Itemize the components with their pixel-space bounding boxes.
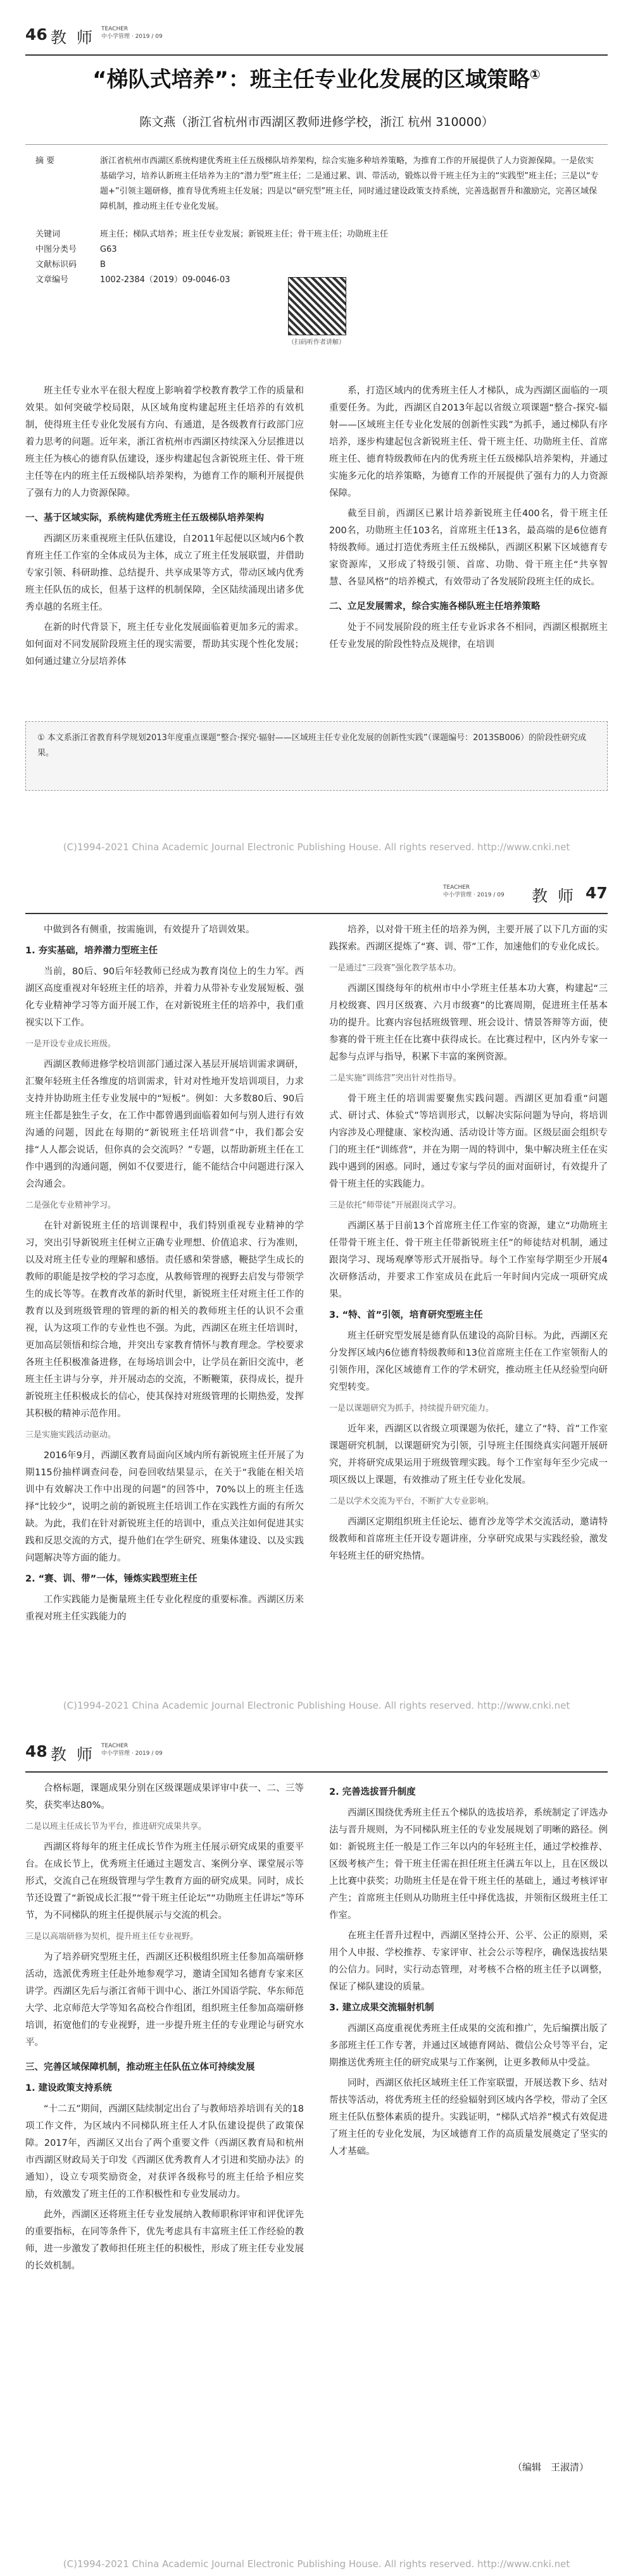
body-paragraph: 班主任专业水平在很大程度上影响着学校教育教学工作的质量和效果。如何突破学校局限，从区域角度构建起班主任培养的有效机制，使得班主任专业化发展有方向、有通道，是各级教育行政部门应着力思考的问题。近年来，浙江省杭州市西湖区持续深入分层推进以班主任为核心的德育队伍建设，逐步构建起包含新锐班主任、骨干班主任等在内的班主任五级梯队培养架构，为德育工作的顺利开展提供了强有力的人力资源保障。 [25, 386, 304, 498]
body-paragraph: 骨干班主任的培训需要聚焦实践问题。西湖区更加看重“问题式、研讨式、体验式”等培训形式，以解决实际问题为导向，将培训内容涉及心理健康、家校沟通、活动设计等方面。区级层面会组织专门的班主任“训练营”，并在为期一周的特训中，集中解决班主任在实践中遇到的困惑。同时，通过专家与学员的面对面研讨，有效提升了骨干班主任的实践能力。 [329, 1094, 608, 1189]
body-paragraph: 2016年9月，西湖区教育局面向区域内所有新锐班主任开展了为期115份抽样调查问卷，问卷回收结果显示，在关于“我能在相关培训中有效解决工作中出现的问题”的回答中，70%以上的班主任选择“比较少”，说明之前的新锐班主任培训工作在实践性方面的有所欠缺。为此，我们在针对新锐班主任的培训中，重点关注如何促进其实践和反思交流的方式，提升他们在学生研究、班集体建设、以及实践问题解决等方面的能力。 [25, 1451, 304, 1563]
lead-sentence: 二是强化专业精神学习。 [25, 1201, 116, 1210]
subsection-heading: 3. 建立成果交流辐射机制 [329, 2003, 434, 2013]
body-paragraph: 西湖区历来重视班主任队伍建设，自2011年起便以区域内6个教育班主任工作室的全体成员为主体，成立了班主任发展联盟，并借助专家引领、科研助推、总结提升、共享成果等方式，带动区域内优秀班主任队伍的成长，但基于这样的机制保障，全区陆续涌现出诸多优秀卓越的名班主任。 [25, 534, 304, 612]
body-paragraph: 西湖区定期组织班主任论坛、德育沙龙等学术交流活动，邀请特级教师和首席班主任开设专题讲座，分享研究成果与实践经验，激发年轻班主任的研究热情。 [329, 1517, 608, 1561]
body-paragraph: 工作实践能力是衡量班主任专业化程度的重要标准。西湖区历来重视对班主任实践能力的 [25, 1595, 304, 1622]
journal-name: 教 师 [51, 28, 95, 47]
page-number: 46 [25, 25, 47, 44]
page-number: 48 [25, 1742, 47, 1761]
body-paragraph: 系，打造区域内的优秀班主任人才梯队，成为西湖区面临的一项重要任务。为此，西湖区自2013年起以省级立项课题“整合-探究-辐射——区域班主任专业化发展的创新性实践”为抓手，通过梯队有序培养，逐步构建起包含新锐班主任、骨干班主任、功勋班主任、首席班主任、德育特级教师在内的优秀班主任五级梯队培养架构，并通过实施多元化的培养策略，为德育工作的开展提供了强有力的人力资源保障。 [329, 386, 608, 498]
lead-sentence: 二是实施“训练营”突出针对性指导。 [329, 1074, 461, 1083]
body-paragraph: 西湖区基于目前13个首席班主任工作室的资源，建立“功勋班主任带骨干班主任、骨干班主任带新锐班主任”的师徒结对机制，通过跟岗学习、现场观摩等形式开展指导。每个工作室每学期至少开展4次研修活动，并要求工作室成员在此后一年时间内完成一项研究成果。 [329, 1221, 608, 1299]
page-header [0, 881, 633, 907]
lead-sentence: 三是依托“师带徒”开展跟岗式学习。 [329, 1201, 461, 1210]
body-paragraph: 培养，以对骨干班主任的培养为例，主要开展了以下几方面的实践探索。西湖区提炼了“赛、训、带”工作，加速他们的专业化成长。 [329, 925, 608, 952]
lead-sentence: 一是通过“三段赛”强化教学基本功。 [329, 963, 461, 973]
body-paragraph: 同时，西湖区依托区域班主任工作室联盟，开展送教下乡、结对帮扶等活动，将优秀班主任的经验辐射到区域内各学校，带动了全区班主任队伍整体素质的提升。实践证明，“梯队式培养”模式有效促进了班主任的专业化发展，为区域德育工作的高质量发展奠定了坚实的人才基础。 [329, 2078, 608, 2157]
section-heading: 三、完善区域保障机制，推动班主任队伍立体可持续发展 [25, 2062, 255, 2072]
body-paragraph: 西湖区将每年的班主任成长节作为班主任展示研究成果的重要平台。在成长节上，优秀班主任通过主题发言、案例分享、课堂展示等形式，交流自己在班级管理与学生教育方面的研究成果。同时，成长节还设置了“新锐成长汇报”“骨干班主任论坛”“功勋班主任讲坛”等环节，为不同梯队的班主任提供展示与交流的机会。 [25, 1842, 304, 1921]
footnote-box: ① 本文系浙江省教育科学规划2013年度重点课题“整合·探究·辐射——区域班主任专业化发展的创新性实践”（课题编号：2013SB006）的阶段性研究成果。 [25, 721, 608, 791]
body-paragraph: 在新的时代背景下，班主任专业化发展面临着更加多元的需求。如何面对不同发展阶段班主任的现实需要，帮助其实现个性化发展；如何通过建立分层培养体 [25, 622, 304, 667]
body-paragraph: 西湖区围绕优秀班主任五个梯队的选拔培养，系统制定了评选办法与晋升规则，为不同梯队班主任的专业发展规划了明晰的路径。例如：新锐班主任一般是工作三年以内的年轻班主任，通过学校推荐、区级考核产生；骨干班主任需在担任班主任满五年以上，且在区级以上比赛中获奖；功勋班主任是在骨干班主任的基础上，通过考核评审产生；首席班主任则从功勋班主任中择优选拔，并领衔区级班主任工作室。 [329, 1808, 608, 1921]
page-46 [0, 0, 633, 858]
header-rule [25, 54, 608, 56]
body-paragraph: 为了培养研究型班主任，西湖区还积极组织班主任参加高端研修活动，选派优秀班主任赴外地参观学习，邀请全国知名德育专家来区讲学。西湖区先后与浙江省师干训中心、浙江外国语学院、华东师范大学、北京师范大学等知名高校合作组团，组织班主任参加高端研修培训，拓宽他们的专业视野，进一步提升班主任的专业理论与研究水平。 [25, 1952, 304, 2048]
copyright-watermark: (C)1994-2021 China Academic Journal Electronic Publishing House. All rights reserved. http://www.cnki.net [63, 841, 570, 853]
body-paragraph: 西湖区教师进修学校培训部门通过深入基层开展培训需求调研，汇聚年轻班主任各维度的培训需求，针对对性地开发培训项目，力求支持并协助班主任专业发展中的“短板”。例如：大多数80后、90后班主任都是独生子女，在工作中都曾遇到面临着如何与别人进行有效沟通的问题，因此在每期的“新锐班主任培训营”中，我们都会安排“人人都会说话，但你真的会交流吗？”专题，以帮助新班主任在工作中遇到的沟通问题，例如不仅要进行，能不能结合中问题进行深入会沟通会。 [25, 1060, 304, 1189]
column-right [329, 383, 608, 712]
subsection-heading: 1. 建设政策支持系统 [25, 2083, 112, 2093]
art-value: 1002-2384（2019）09-0046-03 [100, 275, 230, 285]
column-left [25, 922, 304, 1681]
body-paragraph: 近年来，西湖区以省级立项课题为依托，建立了“特、首”工作室课题研究机制，以课题研究为引领，引导班主任围绕真实问题开展研究，并将研究成果运用于班级管理实践。每个工作室每年至少完成一项区级以上课题，有效推动了班主任专业化发展。 [329, 1424, 608, 1485]
clc-label: 中图分类号 [35, 245, 77, 254]
clc-value: G63 [100, 245, 117, 254]
body-paragraph: 西湖区高度重视优秀班主任成果的交流和推广，先后编撰出版了多部班主任工作专著，并通过区域德育网站、微信公众号等平台，定期推送优秀班主任的研究成果与工作案例，让更多教师从中受益。 [329, 2024, 608, 2068]
column-right [329, 922, 608, 1681]
header-rule [25, 1771, 608, 1773]
keywords-text: 班主任；梯队式培养；班主任专业发展；新锐班主任；骨干班主任；功勋班主任 [100, 230, 389, 239]
article-byline: 陈文燕（浙江省杭州市西湖区教师进修学校，浙江 杭州 310000） [139, 115, 494, 129]
journal-en: TEACHER [443, 884, 470, 891]
doc-value: B [100, 260, 106, 269]
journal-en: TEACHER [101, 1743, 128, 1749]
copyright-watermark: (C)1994-2021 China Academic Journal Electronic Publishing House. All rights reserved. http://www.cnki.net [63, 2558, 570, 2570]
subsection-heading: 3. “特、首”引领，培育研究型班主任 [329, 1310, 483, 1320]
body-paragraph: 处于不同发展阶段的班主任专业诉求各不相同，西湖区根据班主任专业发展的阶段性特点及规律，在培训 [329, 622, 608, 650]
column-right [329, 1780, 608, 2451]
lead-sentence: 一是开设专业成长班级。 [25, 1039, 116, 1049]
page-number: 47 [586, 884, 608, 902]
editor-credit: （编辑 王淑清） [512, 2461, 589, 2473]
column-left [25, 383, 304, 712]
subsection-heading: 1. 夯实基础，培养潜力型班主任 [25, 946, 158, 956]
lead-sentence: 三是以高端研修为契机，提升班主任专业视野。 [25, 1932, 199, 1941]
page-header [0, 23, 633, 48]
body-paragraph: “十二五”期间，西湖区陆续制定出台了与教师培养培训有关的18项工作文件，为区域内不同梯队班主任人才队伍建设提供了政策保障。2017年，西湖区又出台了两个重要文件（西湖区教育局和杭州市西湖区财政局关于印发《西湖区优秀教育人才引进和奖励办法》的通知），设立专项奖励资金，对获评各级称号的班主任给予相应奖励，有效激发了班主任的工作积极性和专业发展动力。 [25, 2104, 304, 2200]
issue-line: 中小学管理 · 2019 / 09 [101, 34, 163, 40]
subsection-heading: 2. “赛、训、带”一体，锤炼实践型班主任 [25, 1574, 197, 1584]
copyright-watermark: (C)1994-2021 China Academic Journal Electronic Publishing House. All rights reserved. http://www.cnki.net [63, 1700, 570, 1711]
lead-sentence: 一是以课题研究为抓手，持续提升研究能力。 [329, 1404, 494, 1413]
page-48 [0, 1717, 633, 2575]
journal-name: 教 师 [532, 887, 576, 905]
body-paragraph: 截至目前，西湖区已累计培养新锐班主任400名，骨干班主任200名，功勋班主任103名，首席班主任13名，最高端的是6位德育特级教师。通过打造优秀班主任五级梯队，西湖区积累下区域德育专家资源库，又形成了特级引领、首席、功勋、骨干班主任“共享智慧、各显风格”的培养模式，有效带动了各发展阶段班主任的成长。 [329, 509, 608, 587]
body-paragraph: 中做到各有侧重，按需施训，有效提升了培训效果。 [44, 925, 255, 935]
lead-sentence: 三是实施实践活动驱动。 [25, 1430, 116, 1440]
body-paragraph: 在班主任晋升过程中，西湖区坚持公开、公平、公正的原则，采用个人申报、学校推荐、专家评审、社会公示等程序，确保选拔结果的公信力。同时，实行动态管理，对考核不合格的班主任予以调整，保证了梯队建设的质量。 [329, 1931, 608, 1992]
body-paragraph: 西湖区围绕每年的杭州市中小学班主任基本功大赛，构建起“三月校级赛、四月区级赛、六月市级赛”的比赛周期，促进班主任基本功的提升。比赛内容包括班级管理、班会设计、情景答辩等方面，使参赛的骨干班主任在比赛中获得成长。在比赛过程中，区内外专家一起参与点评与指导，积累下丰富的案例资源。 [329, 984, 608, 1062]
issue-line: 中小学管理 · 2019 / 09 [101, 1750, 163, 1757]
body-paragraph: 班主任研究型发展是德育队伍建设的高阶目标。为此，西湖区充分发挥区域内6位德育特级教师和13位首席班主任在工作室领衔人的引领作用，深化区域德育工作的学术研究，推动班主任从经验型向研究型转变。 [329, 1331, 608, 1392]
article-title: “梯队式培养”：班主任专业化发展的区域策略① [92, 66, 541, 92]
lead-sentence: 二是以学术交流为平台，不断扩大专业影响。 [329, 1497, 494, 1506]
subsection-heading: 2. 完善选拔晋升制度 [329, 1787, 416, 1797]
body-paragraph: 合格标题，课题成果分别在区级课题成果评审中获一、二、三等奖，获奖率达80%。 [25, 1783, 304, 1811]
page-47 [0, 858, 633, 1717]
issue-line: 中小学管理 · 2019 / 09 [443, 892, 505, 898]
lead-sentence: 二是以班主任成长节为平台，推进研究成果共享。 [25, 1822, 207, 1831]
keywords-label: 关键词 [35, 230, 61, 239]
abstract-label: 摘 要 [35, 156, 55, 166]
art-label: 文章编号 [35, 275, 69, 285]
section-heading: 一、基于区域实际，系统构建优秀班主任五级梯队培养架构 [25, 513, 264, 523]
abstract-text: 浙江省杭州市西湖区系统构建优秀班主任五级梯队培养架构，综合实施多种培养策略，为推育工作的开展提供了人力资源保障。一是依实基础学习，培养认新班主任培养为主的“潜力型”班主任；二是通过累、训、带活动，锻炼以骨干班主任为主的“实践型”班主任；三是以“专题+”引领主题研修，推育导优秀班主任发展；四是以“研究型”班主任，同时通过建设政策支持系统，完善选据晋升和激励完，完善区域保障机制，推动班主任专业化发展。 [100, 156, 599, 211]
body-paragraph: 当前，80后、90后年轻教师已经成为教育岗位上的生力军。西湖区高度重视对年轻班主任的培养，并着力从带补专业发展短板、强化专业精神学习等方面开展工作，在对新锐班主任的培养中，我们重视实以下工作。 [25, 967, 304, 1028]
qr-caption: （扫码听作者讲解） [288, 339, 345, 346]
journal-en: TEACHER [101, 26, 128, 32]
header-rule [25, 913, 608, 914]
column-left [25, 1780, 304, 2539]
qr-code-icon[interactable] [288, 277, 346, 335]
page-header [0, 1740, 633, 1765]
section-heading: 二、立足发展需求，综合实施各梯队班主任培养策略 [329, 602, 541, 612]
journal-name: 教 师 [51, 1745, 95, 1764]
doc-label: 文献标识码 [35, 260, 77, 269]
body-paragraph: 在针对新锐班主任的培训课程中，我们特别重视专业精神的学习，突出引导新锐班主任树立正确专业理想、价值追求、行为准则，以及对班主任专业的理解和感悟。责任感和荣誉感，鞭挞学生成长的教师的职能是按学校的学习态度，从教师管理的视野去启发与带领学生的成长等等。在教育改革的新时代里，新锐班主任对班主任工作的教育以及到班级管理的管理的新的相关的教师班主任的认识不会重视，认为这项工作的专业性也不强。为此，西湖区在班主任培训时，更加高层领悟和综合地，并突出专家教育情怀与教育理念。学校要求各班主任积极准备进修，在每场培训会中，让学员在新旧交流中，老班主任主讲与分享，并开展动态的交流，不断鞭策，获得成长，提升新锐班主任积极成长的信心，使其保持对班级管理的长期热爱，发挥其积极的精神示范作用。 [25, 1221, 304, 1419]
body-paragraph: 此外，西湖区还将班主任专业发展纳入教师职称评审和评优评先的重要指标，在同等条件下，优先考虑具有丰富班主任工作经验的教师，进一步激发了教师担任班主任的积极性，形成了班主任专业发展的长效机制。 [25, 2210, 304, 2271]
